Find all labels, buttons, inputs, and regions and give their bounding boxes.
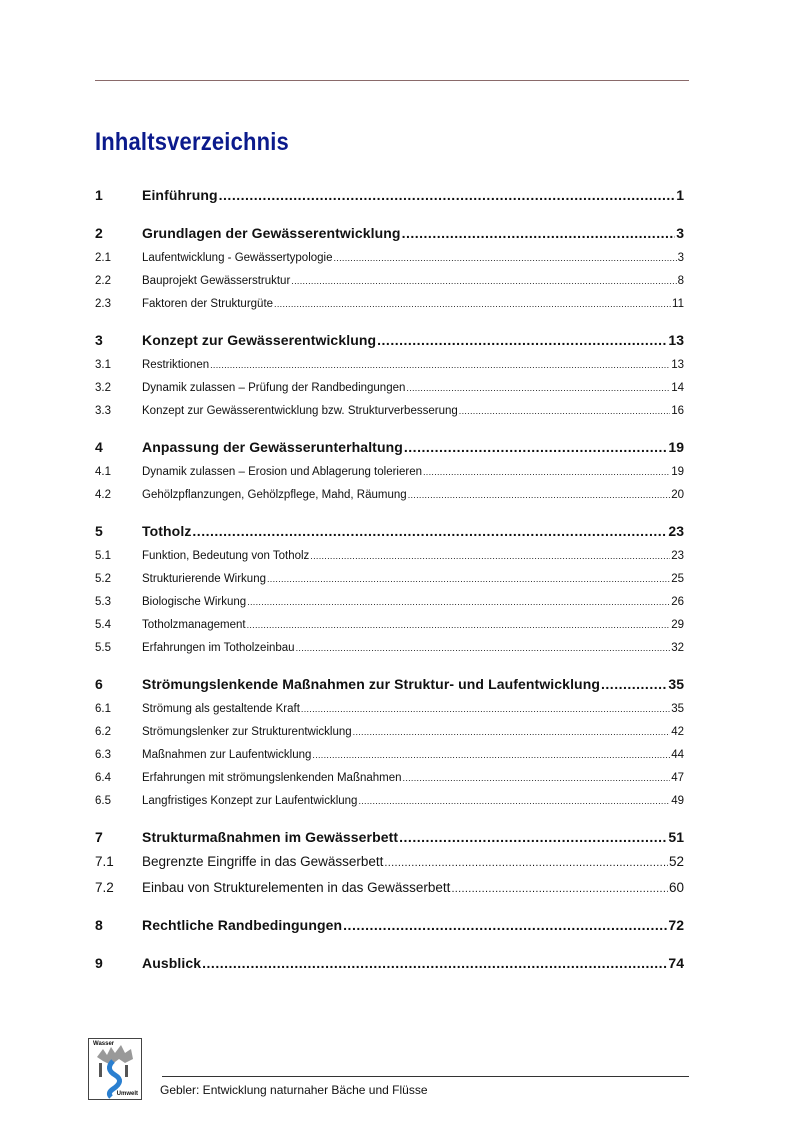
toc-line [142, 329, 684, 352]
toc-number: 2.3 [95, 298, 111, 310]
toc-leader-dots [202, 952, 667, 975]
toc-leader-dots [296, 637, 671, 660]
toc-title: Restriktionen [142, 359, 210, 371]
toc-line [142, 876, 684, 901]
toc-title: Einführung [142, 187, 218, 203]
toc-title: Strukturierende Wirkung [142, 573, 266, 585]
toc-section-entry[interactable] [95, 270, 689, 293]
toc-section-entry[interactable] [95, 293, 689, 316]
toc-section-entry[interactable] [95, 744, 689, 767]
toc-line [142, 914, 684, 937]
toc-line [142, 222, 684, 245]
toc-page-number: 44 [671, 749, 684, 761]
toc-chapter-entry[interactable] [95, 826, 689, 849]
toc-section-entry[interactable] [95, 354, 689, 377]
toc-line [142, 744, 684, 767]
toc-title: Funktion, Bedeutung von Totholz [142, 550, 310, 562]
toc-leader-dots [247, 591, 670, 614]
toc-chapter-entry[interactable] [95, 222, 689, 245]
toc-leader-dots [334, 247, 677, 270]
toc-page-number: 35 [668, 676, 684, 692]
toc-page-number: 3 [676, 225, 684, 241]
toc-number: 6 [95, 676, 103, 692]
toc-leader-dots [274, 293, 671, 316]
toc-chapter-entry[interactable] [95, 952, 689, 975]
toc-section-entry[interactable] [95, 850, 689, 873]
toc-number: 4.2 [95, 489, 111, 501]
toc-section-entry[interactable] [95, 247, 689, 270]
toc-chapter-entry[interactable] [95, 914, 689, 937]
toc-section-entry[interactable] [95, 637, 689, 660]
page-title: Inhaltsverzeichnis [95, 128, 289, 156]
toc-title: Strömung als gestaltende Kraft [142, 703, 300, 715]
toc-page-number: 19 [671, 466, 684, 478]
toc-page-number: 74 [668, 955, 684, 971]
toc-number: 5.5 [95, 642, 111, 654]
toc-leader-dots [601, 673, 667, 696]
toc-line [142, 520, 684, 543]
toc-page-number: 51 [668, 829, 684, 845]
toc-chapter-entry[interactable] [95, 329, 689, 352]
toc-title: Grundlagen der Gewässerentwicklung [142, 225, 401, 241]
toc-line [142, 568, 684, 591]
toc-page-number: 3 [677, 252, 684, 264]
toc-title: Rechtliche Randbedingungen [142, 917, 343, 933]
toc-leader-dots [408, 484, 671, 507]
toc-leader-dots [247, 614, 671, 637]
toc-page-number: 49 [671, 795, 684, 807]
toc-section-entry[interactable] [95, 568, 689, 591]
toc-line [142, 545, 684, 568]
toc-line [142, 850, 684, 875]
toc-line [142, 461, 684, 484]
toc-line [142, 591, 684, 614]
toc-leader-dots [353, 721, 671, 744]
toc-page-number: 60 [668, 880, 684, 895]
toc-title: Begrenzte Eingriffe in das Gewässerbett [142, 854, 384, 869]
toc-page-number: 16 [671, 405, 684, 417]
toc-page-number: 35 [671, 703, 684, 715]
toc-line [142, 721, 684, 744]
toc-title: Konzept zur Gewässerentwicklung [142, 332, 377, 348]
footer-rule [162, 1076, 689, 1077]
toc-line [142, 826, 684, 849]
toc-page-number: 13 [668, 332, 684, 348]
toc-leader-dots [384, 852, 668, 875]
toc-section-entry[interactable] [95, 721, 689, 744]
toc-page-number: 20 [671, 489, 684, 501]
toc-title: Bauprojekt Gewässerstruktur [142, 275, 291, 287]
toc-line [142, 698, 684, 721]
toc-page-number: 47 [671, 772, 684, 784]
toc-leader-dots [291, 270, 676, 293]
toc-line [142, 270, 684, 293]
toc-number: 6.3 [95, 749, 111, 761]
toc-page-number: 1 [676, 187, 684, 203]
toc-line [142, 400, 684, 423]
toc-title: Strömungslenker zur Strukturentwicklung [142, 726, 352, 738]
toc-number: 3.3 [95, 405, 111, 417]
toc-section-entry[interactable] [95, 484, 689, 507]
toc-leader-dots [301, 698, 670, 721]
toc-leader-dots [406, 377, 670, 400]
toc-page-number: 23 [668, 523, 684, 539]
toc-line [142, 377, 684, 400]
toc-page-number: 11 [672, 298, 684, 310]
toc-line [142, 637, 684, 660]
toc-number: 6.5 [95, 795, 111, 807]
toc-section-entry[interactable] [95, 790, 689, 813]
toc-number: 5.2 [95, 573, 111, 585]
toc-page-number: 72 [668, 917, 684, 933]
toc-page-number: 42 [671, 726, 684, 738]
toc-leader-dots [451, 878, 668, 901]
toc-leader-dots [310, 545, 670, 568]
toc-chapter-entry[interactable] [95, 184, 689, 207]
toc-title: Dynamik zulassen – Erosion und Ablagerung tolerieren [142, 466, 422, 478]
toc-title: Langfristiges Konzept zur Laufentwicklung [142, 795, 358, 807]
toc-number: 2.2 [95, 275, 111, 287]
toc-line [142, 614, 684, 637]
toc-leader-dots [423, 461, 670, 484]
toc-title: Erfahrungen im Totholzeinbau [142, 642, 295, 654]
toc-title: Faktoren der Strukturgüte [142, 298, 274, 310]
toc-number: 7.1 [95, 854, 114, 869]
toc-number: 4 [95, 439, 103, 455]
toc-section-entry[interactable] [95, 876, 689, 899]
toc-number: 2 [95, 225, 103, 241]
toc-page-number: 26 [671, 596, 684, 608]
toc-section-entry[interactable] [95, 545, 689, 568]
toc-title: Anpassung der Gewässerunterhaltung [142, 439, 403, 455]
logo-bottom-text: Umwelt [116, 1091, 138, 1097]
toc-section-entry[interactable] [95, 461, 689, 484]
toc-title: Erfahrungen mit strömungslenkenden Maßnahmen [142, 772, 402, 784]
toc-title: Totholz [142, 523, 192, 539]
toc-chapter-entry[interactable] [95, 520, 689, 543]
toc-leader-dots [459, 400, 670, 423]
toc-line [142, 673, 684, 696]
toc-leader-dots [192, 520, 667, 543]
toc-title: Gehölzpflanzungen, Gehölzpflege, Mahd, Räumung [142, 489, 407, 501]
logo-top-text: Wasser [93, 1041, 115, 1047]
toc-leader-dots [210, 354, 670, 377]
toc-leader-dots [358, 790, 670, 813]
toc-leader-dots [267, 568, 670, 591]
toc-page-number: 32 [671, 642, 684, 654]
toc-number: 5 [95, 523, 103, 539]
toc-leader-dots [404, 436, 668, 459]
toc-section-entry[interactable] [95, 698, 689, 721]
footer-text: Gebler: Entwicklung naturnaher Bäche und Flüsse [160, 1083, 428, 1097]
toc-page-number: 14 [671, 382, 684, 394]
toc-section-entry[interactable] [95, 400, 689, 423]
toc-title: Strömungslenkende Maßnahmen zur Struktur- und Laufentwicklung [142, 676, 601, 692]
toc-line [142, 293, 684, 316]
toc-number: 6.2 [95, 726, 111, 738]
toc-line [142, 354, 684, 377]
toc-leader-dots [402, 222, 676, 245]
logo-graphic-icon [89, 1039, 141, 1099]
toc-line [142, 790, 684, 813]
toc-number: 2.1 [95, 252, 111, 264]
toc-line [142, 484, 684, 507]
toc-number: 3.1 [95, 359, 111, 371]
toc-number: 3 [95, 332, 103, 348]
toc-section-entry[interactable] [95, 377, 689, 400]
toc-number: 3.2 [95, 382, 111, 394]
header-rule [95, 80, 689, 81]
toc-number: 4.1 [95, 466, 111, 478]
toc-line [142, 436, 684, 459]
toc-chapter-entry[interactable] [95, 673, 689, 696]
toc-page-number: 19 [668, 439, 684, 455]
toc-leader-dots [343, 914, 667, 937]
toc-line [142, 184, 684, 207]
toc-title: Maßnahmen zur Laufentwicklung [142, 749, 312, 761]
toc-page-number: 8 [677, 275, 684, 287]
toc-leader-dots [219, 184, 676, 207]
toc-number: 1 [95, 187, 103, 203]
toc-number: 5.1 [95, 550, 111, 562]
toc-number: 8 [95, 917, 103, 933]
toc-page-number: 29 [671, 619, 684, 631]
toc-title: Konzept zur Gewässerentwicklung bzw. Strukturverbesserung [142, 405, 458, 417]
publisher-logo [88, 1038, 142, 1100]
toc-page-number: 13 [671, 359, 684, 371]
toc-section-entry[interactable] [95, 614, 689, 637]
toc-line [142, 247, 684, 270]
toc-title: Strukturmaßnahmen im Gewässerbett [142, 829, 399, 845]
toc-line [142, 767, 684, 790]
toc-number: 7 [95, 829, 103, 845]
toc-section-entry[interactable] [95, 767, 689, 790]
toc-number: 6.4 [95, 772, 111, 784]
toc-title: Laufentwicklung - Gewässertypologie [142, 252, 333, 264]
toc-page-number: 25 [671, 573, 684, 585]
toc-leader-dots [377, 329, 667, 352]
toc-page-number: 23 [671, 550, 684, 562]
toc-title: Einbau von Strukturelementen in das Gewässerbett [142, 880, 451, 895]
toc-chapter-entry[interactable] [95, 436, 689, 459]
toc-line [142, 952, 684, 975]
toc-title: Dynamik zulassen – Prüfung der Randbedingungen [142, 382, 406, 394]
toc-leader-dots [312, 744, 670, 767]
toc-number: 5.4 [95, 619, 111, 631]
toc-number: 6.1 [95, 703, 111, 715]
toc-title: Totholzmanagement [142, 619, 246, 631]
toc-section-entry[interactable] [95, 591, 689, 614]
toc-title: Biologische Wirkung [142, 596, 247, 608]
toc-title: Ausblick [142, 955, 202, 971]
toc-number: 9 [95, 955, 103, 971]
toc-number: 7.2 [95, 880, 114, 895]
toc-leader-dots [403, 767, 671, 790]
toc-leader-dots [399, 826, 667, 849]
toc-page-number: 52 [668, 854, 684, 869]
toc-number: 5.3 [95, 596, 111, 608]
